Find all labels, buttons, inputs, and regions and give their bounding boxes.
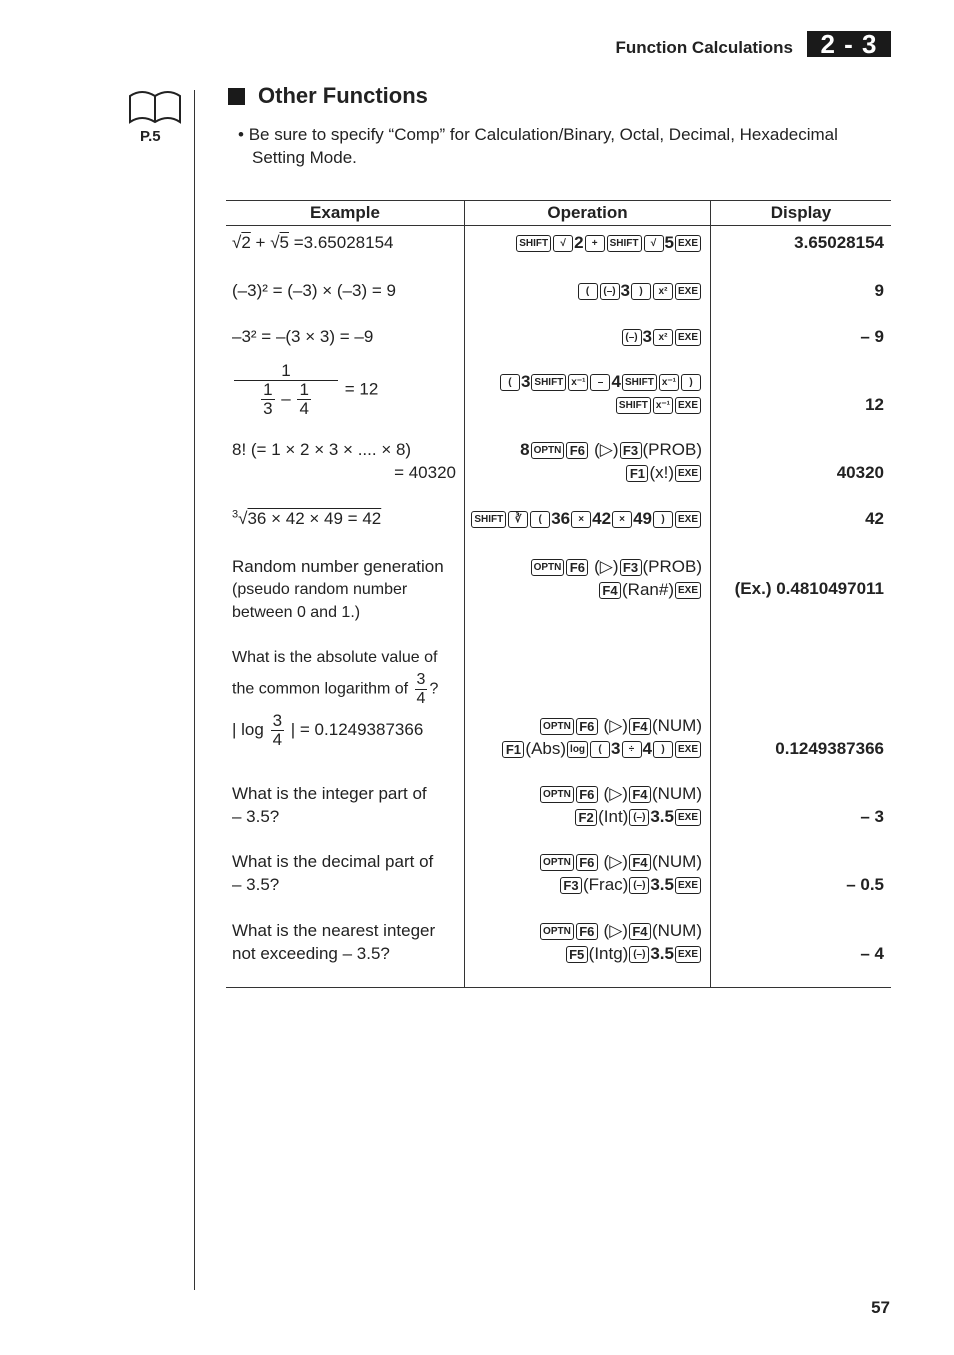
exe-key[interactable]: EXE: [675, 283, 701, 300]
shift-key[interactable]: SHIFT: [471, 511, 506, 528]
operation-row-8: OPTN F6 (▷) F4 (NUM) F1 (Abs) log ( 3 ÷ 4 ) EXE: [501, 714, 702, 760]
f6-key[interactable]: F6: [566, 559, 588, 576]
reciprocal-key[interactable]: x⁻¹: [653, 397, 673, 414]
example-cube-root: $^3$√36 × 42 × 49 = 42: [232, 508, 382, 528]
shift-key[interactable]: SHIFT: [516, 235, 551, 252]
minus-key[interactable]: –: [590, 374, 610, 391]
exe-key[interactable]: EXE: [675, 465, 701, 482]
exe-key[interactable]: EXE: [675, 809, 701, 826]
exe-key[interactable]: EXE: [675, 329, 701, 346]
example-factorial: 8! (= 1 × 2 × 3 × .... × 8) = 40320: [232, 440, 456, 482]
bullet-text: Be sure to specify “Comp” for Calculation/Binary, Octal, Decimal, Hexadecimal Setting Mode.: [248, 125, 838, 167]
shift-key[interactable]: SHIFT: [616, 397, 651, 414]
shift-key[interactable]: SHIFT: [622, 374, 657, 391]
negative-key[interactable]: (–): [629, 946, 649, 963]
section-title: Other Functions: [258, 83, 428, 108]
f5-key[interactable]: F5: [566, 946, 588, 963]
operation-row-5: 8 OPTN F6 (▷) F3 (PROB) F1 (x!) EXE: [520, 440, 702, 482]
negative-key[interactable]: (–): [622, 329, 642, 346]
sqrt-symbol: √: [270, 233, 280, 252]
operation-row-3: (–) 3 x² EXE: [621, 325, 702, 348]
sqrt-symbol: √: [232, 233, 242, 252]
reciprocal-key[interactable]: x⁻¹: [659, 374, 679, 391]
f6-key[interactable]: F6: [576, 718, 598, 735]
square-key[interactable]: x²: [653, 329, 673, 346]
header-title: Function Calculations: [615, 38, 793, 57]
f4-key[interactable]: F4: [629, 786, 651, 803]
operation-row-10: OPTN F6 (▷) F4 (NUM) F3 (Frac) (–) 3.5 EXE: [539, 850, 702, 896]
operation-row-1: SHIFT √ 2 + SHIFT √ 5 EXE: [515, 231, 702, 254]
close-paren-key[interactable]: ): [653, 511, 673, 528]
f2-key[interactable]: F2: [575, 809, 597, 826]
display-value: – 3: [860, 807, 884, 826]
example-abs-log: What is the absolute value of the common logarithm of $\frac{3}{4}$ ?: [232, 649, 439, 707]
display-value: – 0.5: [846, 875, 884, 894]
page-number: 57: [871, 1298, 890, 1317]
f3-key[interactable]: F3: [560, 877, 582, 894]
display-value: 12: [865, 395, 884, 414]
f6-key[interactable]: F6: [576, 923, 598, 940]
operation-row-9: OPTN F6 (▷) F4 (NUM) F2 (Int) (–) 3.5 EXE: [539, 782, 702, 828]
exe-key[interactable]: EXE: [675, 235, 701, 252]
exe-key[interactable]: EXE: [675, 511, 701, 528]
optn-key[interactable]: OPTN: [540, 923, 574, 940]
f1-key[interactable]: F1: [502, 741, 524, 758]
open-paren-key[interactable]: (: [530, 511, 550, 528]
f4-key[interactable]: F4: [629, 854, 651, 871]
f6-key[interactable]: F6: [576, 854, 598, 871]
operation-row-7: OPTN F6 (▷) F3 (PROB) F4 (Ran#) EXE: [530, 555, 702, 601]
bullet-note: • Be sure to specify “Comp” for Calculation/Binary, Octal, Decimal, Hexadecimal Setting Mode.: [238, 125, 838, 167]
display-value: 0.1249387366: [775, 739, 884, 758]
operation-row-11: OPTN F6 (▷) F4 (NUM) F5 (Intg) (–) 3.5 EXE: [539, 919, 702, 965]
header-example: Example: [310, 203, 380, 222]
f4-key[interactable]: F4: [629, 923, 651, 940]
example-random: Random number generation (pseudo random number between 0 and 1.): [232, 557, 444, 621]
f3-key[interactable]: F3: [620, 442, 642, 459]
compound-fraction: 1 $\frac{1}{3}$ – $\frac{1}{4}$: [234, 362, 338, 418]
optn-key[interactable]: OPTN: [531, 559, 565, 576]
page-reference: P.5: [140, 128, 161, 145]
example-abs-log-formula: | log $\frac{3}{4}$ | = 0.1249387366: [232, 711, 424, 749]
cube-root-key[interactable]: ∛: [508, 511, 528, 528]
f6-key[interactable]: F6: [566, 442, 588, 459]
table-bottom-rule: [226, 987, 891, 988]
optn-key[interactable]: OPTN: [540, 854, 574, 871]
display-value: 40320: [836, 463, 884, 482]
column-divider: [464, 200, 465, 988]
open-paren-key[interactable]: (: [578, 283, 598, 300]
negative-key[interactable]: (–): [629, 877, 649, 894]
example-nearest-integer: What is the nearest integer not exceeding – 3.5?: [232, 921, 436, 963]
close-paren-key[interactable]: ): [681, 374, 701, 391]
optn-key[interactable]: OPTN: [540, 786, 574, 803]
open-paren-key[interactable]: (: [500, 374, 520, 391]
f3-key[interactable]: F3: [620, 559, 642, 576]
operation-row-6: SHIFT ∛ ( 36 × 42 × 49 ) EXE: [470, 507, 702, 530]
example-sqrt-sum: √2 + √5 =3.65028154: [232, 233, 394, 252]
negative-key[interactable]: (–): [629, 809, 649, 826]
close-paren-key[interactable]: ): [631, 283, 651, 300]
section-marker: [228, 88, 245, 105]
multiply-key[interactable]: ×: [571, 511, 591, 528]
display-value: 42: [865, 509, 884, 528]
display-value: – 9: [860, 327, 884, 346]
exe-key[interactable]: EXE: [675, 741, 701, 758]
shift-key[interactable]: SHIFT: [531, 374, 566, 391]
divide-key[interactable]: ÷: [622, 741, 642, 758]
f4-key[interactable]: F4: [599, 582, 621, 599]
f4-key[interactable]: F4: [629, 718, 651, 735]
exe-key[interactable]: EXE: [675, 397, 701, 414]
sqrt-key[interactable]: √: [644, 235, 664, 252]
display-value: 9: [874, 281, 884, 300]
section-number-tab: 2 - 3: [807, 31, 891, 57]
column-divider: [710, 200, 711, 988]
operation-row-2: ( (–) 3 ) x² EXE: [577, 279, 702, 302]
negative-key[interactable]: (–): [600, 283, 620, 300]
optn-key[interactable]: OPTN: [540, 718, 574, 735]
display-value: (Ex.) 0.4810497011: [734, 579, 884, 598]
margin-rule: [194, 90, 195, 1290]
display-value: – 4: [860, 944, 884, 963]
example-decimal-part: What is the decimal part of – 3.5?: [232, 852, 434, 894]
open-paren-key[interactable]: (: [590, 741, 610, 758]
reciprocal-key[interactable]: x⁻¹: [568, 374, 588, 391]
exe-key[interactable]: EXE: [675, 946, 701, 963]
f1-key[interactable]: F1: [626, 465, 648, 482]
example-minus-3-squared: –3² = –(3 × 3) = –9: [232, 327, 374, 346]
display-value: 3.65028154: [794, 233, 884, 252]
shift-key[interactable]: SHIFT: [607, 235, 642, 252]
f6-key[interactable]: F6: [576, 786, 598, 803]
example-compound-fraction: 1 $\frac{1}{3}$ – $\frac{1}{4}$ = 12: [232, 362, 378, 418]
example-neg3-squared: (–3)² = (–3) × (–3) = 9: [232, 281, 396, 300]
header-display: Display: [770, 203, 832, 222]
optn-key[interactable]: OPTN: [531, 442, 565, 459]
exe-key[interactable]: EXE: [675, 877, 701, 894]
example-integer-part: What is the integer part of – 3.5?: [232, 784, 427, 826]
sqrt-key[interactable]: √: [553, 235, 573, 252]
operation-row-4: ( 3 SHIFT x⁻¹ – 4 SHIFT x⁻¹ ) SHIFT x⁻¹ EXE: [499, 370, 702, 416]
book-icon: [128, 88, 182, 124]
square-key[interactable]: x²: [653, 283, 673, 300]
plus-key[interactable]: +: [585, 235, 605, 252]
header-operation: Operation: [547, 203, 628, 222]
close-paren-key[interactable]: ): [653, 741, 673, 758]
exe-key[interactable]: EXE: [675, 582, 701, 599]
multiply-key[interactable]: ×: [612, 511, 632, 528]
log-key[interactable]: log: [567, 741, 588, 758]
table-header-rule: [226, 225, 891, 226]
table-top-rule: [226, 200, 891, 201]
